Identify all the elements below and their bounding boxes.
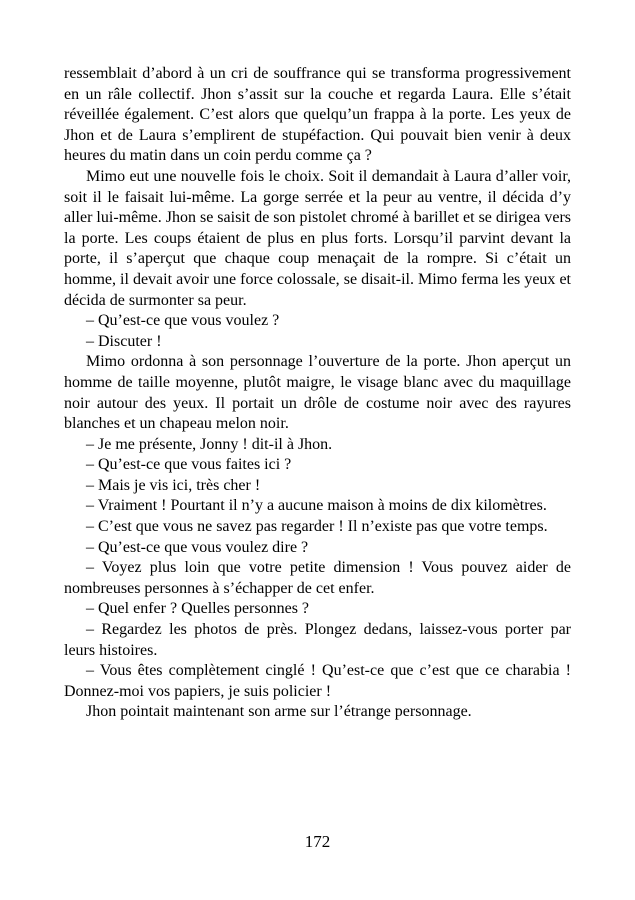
paragraph: Mimo eut une nouvelle fois le choix. Soit il demandait à Laura d’aller voir, soit il le faisait lui-même. La gorge serrée et la peur au ventre, il décida d’y aller lui-même. Jhon se saisit de son pistolet chromé à barillet et se dirigea vers la porte. Les coups étaient de plus en plus forts. Lorsqu’il parvint devant la porte, il s’aperçut que chaque coup menaçait de la rompre. Si c’était un homme, il devait avoir une force colossale, se disait-il. Mimo ferma les yeux et décida de surmonter sa peur. bbox=[64, 167, 571, 309]
dialogue-line: – Vraiment ! Pourtant il n’y a aucune maison à moins de dix kilomètres. bbox=[86, 497, 547, 515]
dialogue-line: – Discuter ! bbox=[86, 332, 162, 350]
dialogue-line: – Vous êtes complètement cinglé ! Qu’est-ce que c’est que ce charabia ! Donnez-moi vos papiers, je suis policier ! bbox=[64, 662, 571, 700]
dialogue-line: – Voyez plus loin que votre petite dimension ! Vous pouvez aider de nombreuses personnes à s’échapper de cet enfer. bbox=[64, 559, 571, 597]
dialogue-line: – Quel enfer ? Quelles personnes ? bbox=[86, 600, 310, 618]
page-number: 172 bbox=[304, 832, 331, 851]
paragraph: Mimo ordonna à son personnage l’ouverture de la porte. Jhon aperçut un homme de taille moyenne, plutôt maigre, le visage blanc avec du maquillage noir autour des yeux. Il portait un drôle de costume noir avec des rayures blanches et un chapeau melon noir. bbox=[64, 353, 571, 433]
dialogue-line: – Regardez les photos de près. Plongez dedans, laissez-vous porter par leurs histoires. bbox=[64, 621, 571, 659]
dialogue-line: – Qu’est-ce que vous faites ici ? bbox=[86, 456, 292, 474]
dialogue-line: – C’est que vous ne savez pas regarder ! Il n’existe pas que votre temps. bbox=[86, 518, 548, 536]
paragraph: ressemblait d’abord à un cri de souffrance qui se transforma progressivement en un râle collectif. Jhon s’assit sur la couche et regarda Laura. Elle s’était réveillée également. C’est alors que quelqu’un frappa à la porte. Les yeux de Jhon et de Laura s’emplirent de stupéfaction. Qui pouvait bien venir à deux heures du matin dans un coin perdu comme ça ? bbox=[64, 65, 571, 165]
dialogue-line: – Qu’est-ce que vous voulez dire ? bbox=[86, 538, 309, 556]
dialogue-line: – Qu’est-ce que vous voulez ? bbox=[86, 312, 280, 330]
paragraph: Jhon pointait maintenant son arme sur l’étrange personnage. bbox=[86, 703, 472, 721]
dialogue-line: – Je me présente, Jonny ! dit-il à Jhon. bbox=[86, 435, 333, 453]
dialogue-line: – Mais je vis ici, très cher ! bbox=[86, 476, 261, 494]
page-body bbox=[64, 64, 571, 723]
